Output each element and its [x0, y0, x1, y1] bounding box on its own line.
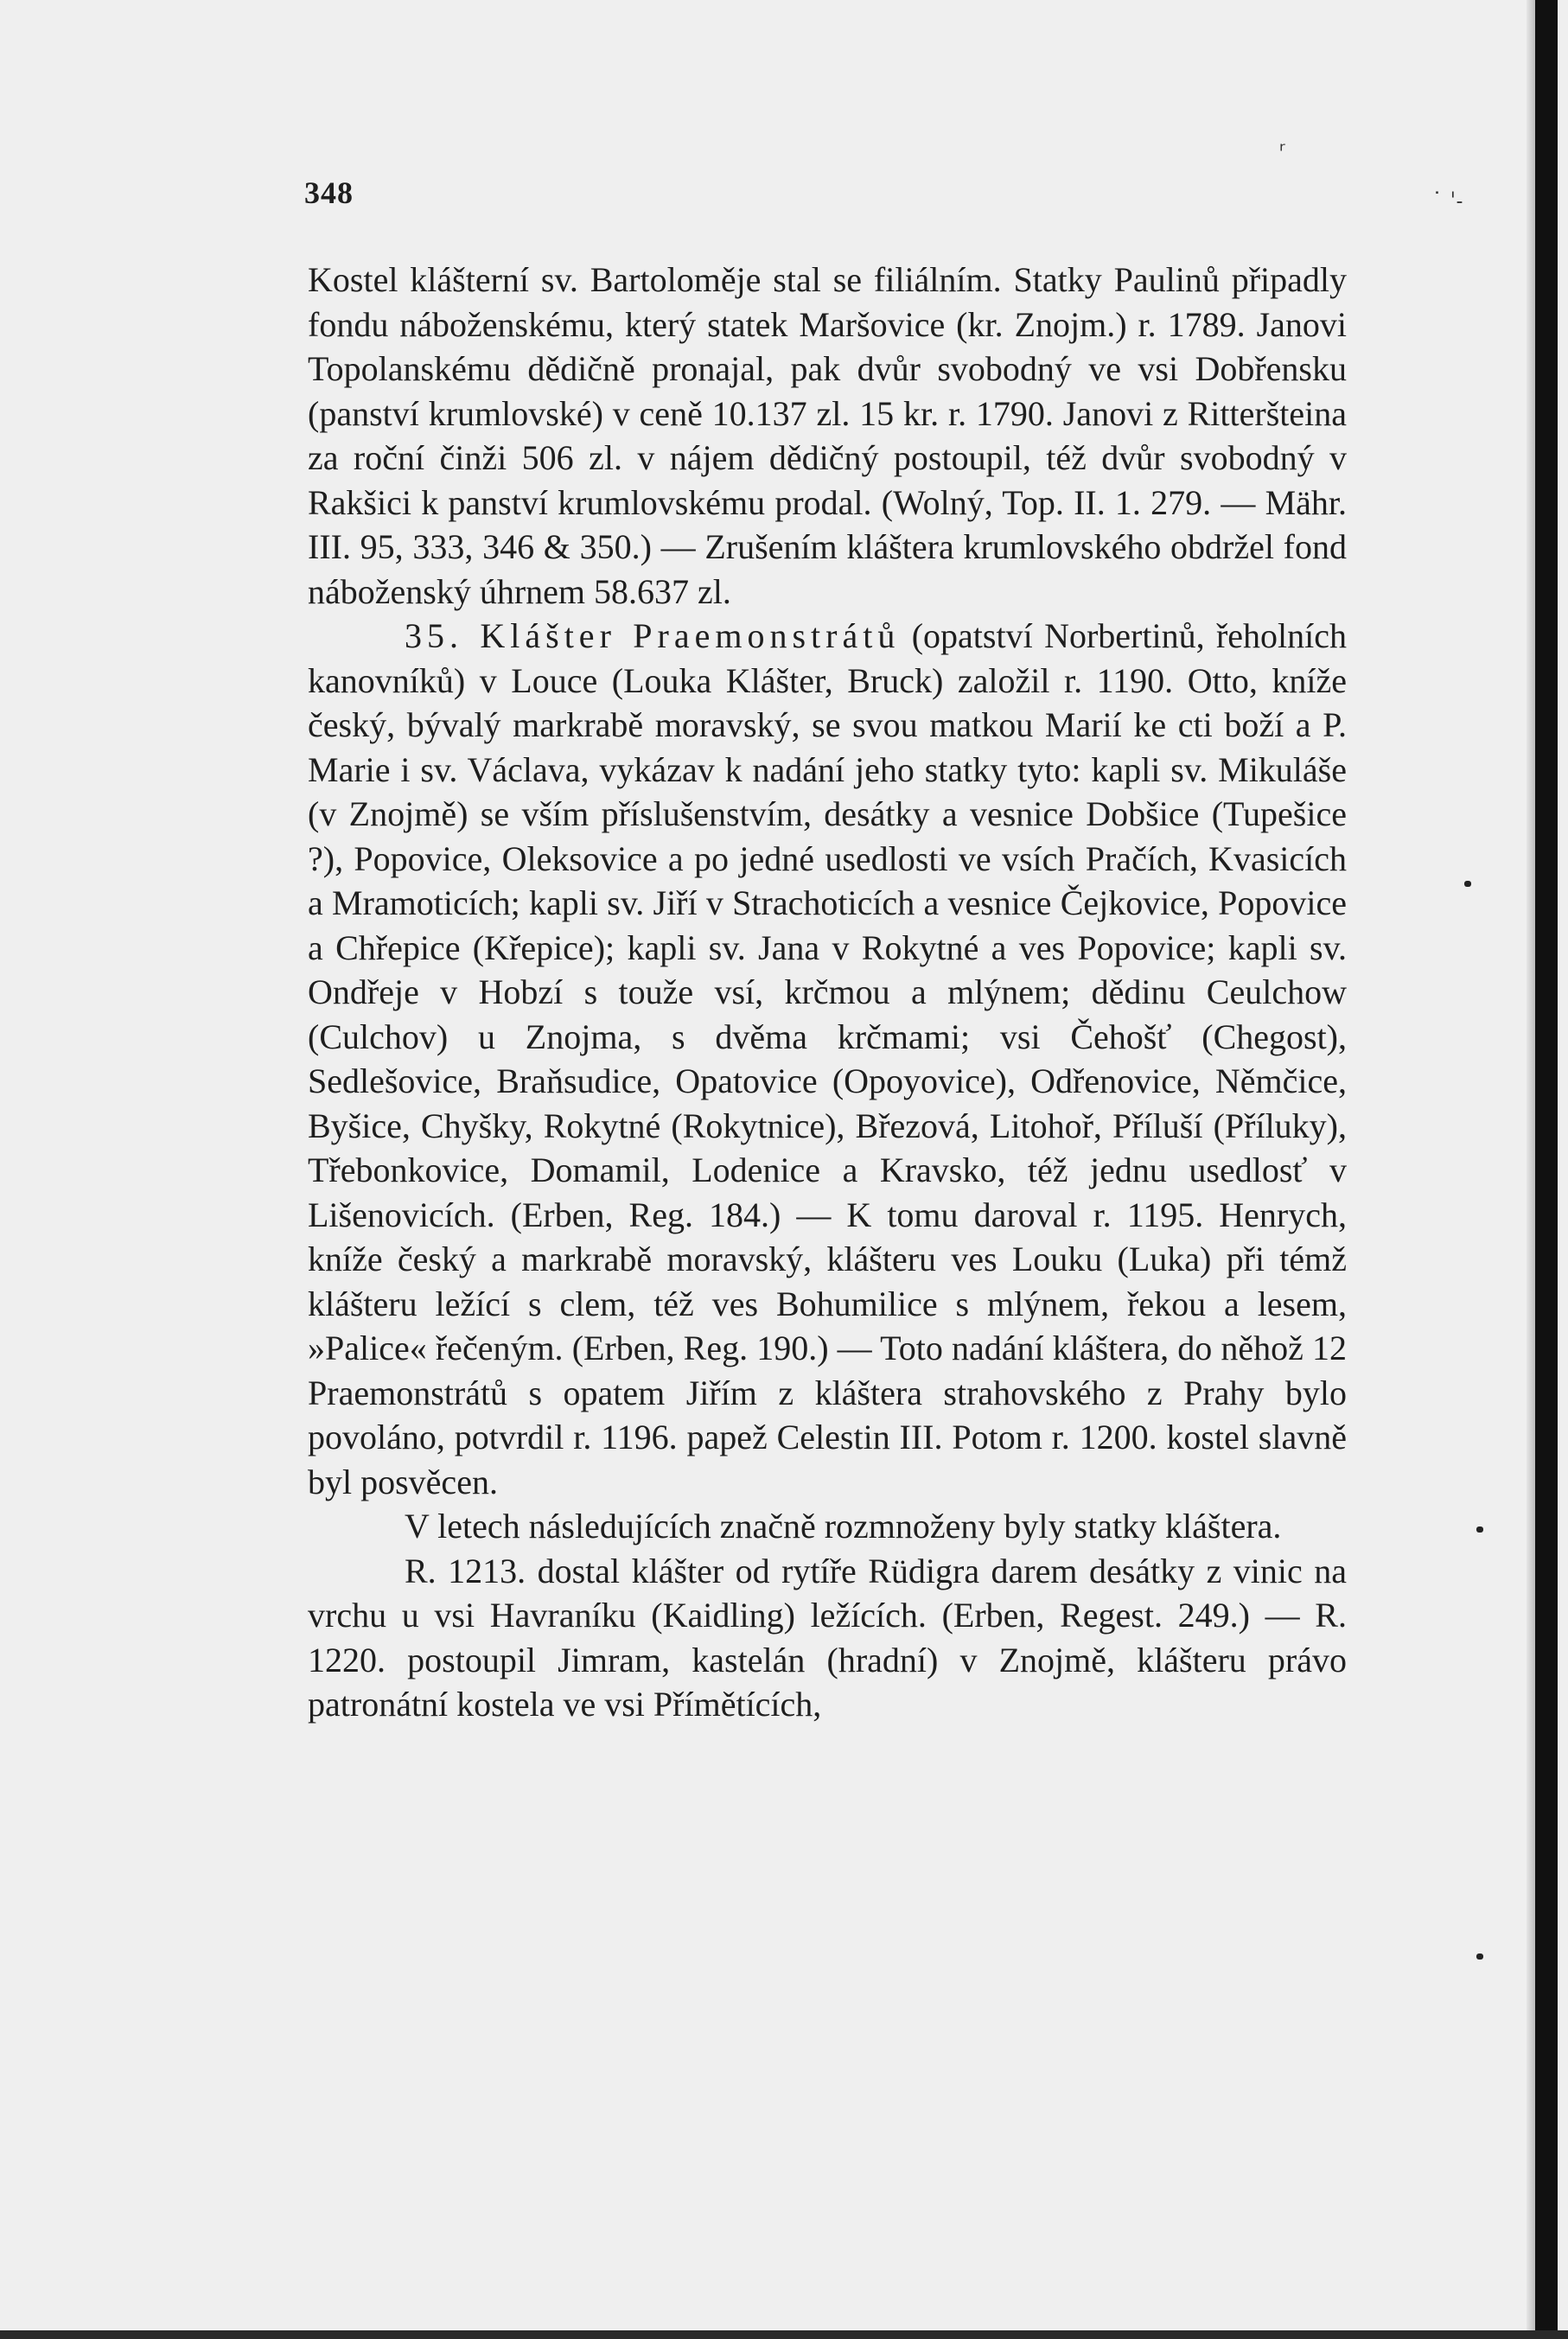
scan-speck: ˙ ˈ˗: [1431, 188, 1463, 214]
paragraph-2-text: (opatství Norbertinů, řeholních kanovníků) v Louce (Louka Klášter, Bruck) založil r. 1190. Otto, kníže český, bývalý markrabě moravský, se svou matkou Marií ke cti boží a P. Marie i sv. Václava, vykázav k nadání jeho statky tyto: kapli sv. Mikuláše (v Znojmě) se vším příslušenstvím, desátky a vesnice Dobšice (Tupešice ?), Popovice, Oleksovice a po jedné usedlosti ve vsích Pračích, Kvasicích a Mramoticích; kapli sv. Jiří v Strachoticích a vesnice Čejkovice, Popovice a Chřepice (Křepice); kapli sv. Jana v Rokytné a ves Popovice; kapli sv. Ondřeje v Hobzí s touže vsí, krčmou a mlýnem; dědinu Ceulchow (Culchov) u Znojma, s dvěma krčmami; vsi Čehošť (Chegost), Sedlešovice, Braňsudice, Opatovice (Opoyovice), Odřenovice, Němčice, Byšice, Chyšky, Rokytné (Rokytnice), Březová, Litohoř, Příluší (Příluky), Třebonkovice, Domamil, Lodenice a Kravsko, též jednu usedlosť v Lišenovicích. (Erben, Reg. 184.) — K tomu daroval r. 1195. Henrych, kníže český a markrabě moravský, klášteru ves Louku (Luka) při témž klášteru ležící s clem, též ves Bohumilice s mlýnem, řekou a lesem, »Palice« řečeným. (Erben, Reg. 190.) — Toto nadání kláštera, do něhož 12 Praemonstrátů s opatem Jiřím z kláštera strahovského z Prahy bylo povoláno, potvrdil r. 1196. papež Celestin III. Potom r. 1200. kostel slavně byl posvěcen.: [308, 616, 1348, 1501]
paragraph-2: [308, 614, 1347, 1504]
page-edge-dark: [1535, 0, 1558, 2339]
scan-speck: [1476, 1526, 1483, 1533]
scan-speck: [1476, 1953, 1483, 1960]
scan-speck: ʳ: [1279, 138, 1285, 164]
page-edge-shadow: [1527, 0, 1535, 2339]
document-body: [308, 258, 1347, 1727]
page-bottom-edge: [0, 2330, 1568, 2339]
paragraph-2-lead: 35. Klášter Praemonstrátů: [405, 616, 901, 655]
page-number: 348: [304, 175, 354, 210]
paragraph-1: Kostel klášterní sv. Bartoloměje stal se filiálním. Statky Paulinů připadly fondu náboženskému, který statek Maršovice (kr. Znojm.) r. 1789. Janovi Topolanskému dědičně pronajal, pak dvůr svobodný ve vsi Dobřensku (panství krumlovské) v ceně 10.137 zl. 15 kr. r. 1790. Janovi z Ritteršteina za roční činži 506 zl. v nájem dědičný postoupil, též dvůr svobodný v Rakšici k panství krumlovskému prodal. (Wolný, Top. II. 1. 279. — Mähr. III. 95, 333, 346 & 350.) — Zrušením kláštera krumlovského obdržel fond náboženský úhrnem 58.637 zl.: [308, 260, 1347, 611]
paragraph-3: V letech následujících značně rozmnoženy byly statky kláštera.: [405, 1507, 1282, 1546]
paragraph-4: R. 1213. dostal klášter od rytíře Rüdigra darem desátky z vinic na vrchu u vsi Havraníku (Kaidling) ležících. (Erben, Regest. 249.) — R. 1220. postoupil Jimram, kastelán (hradní) v Znojmě, klášteru právo patronátní kostela ve vsi Přímětících,: [308, 1551, 1347, 1724]
scan-speck: [1464, 881, 1471, 887]
